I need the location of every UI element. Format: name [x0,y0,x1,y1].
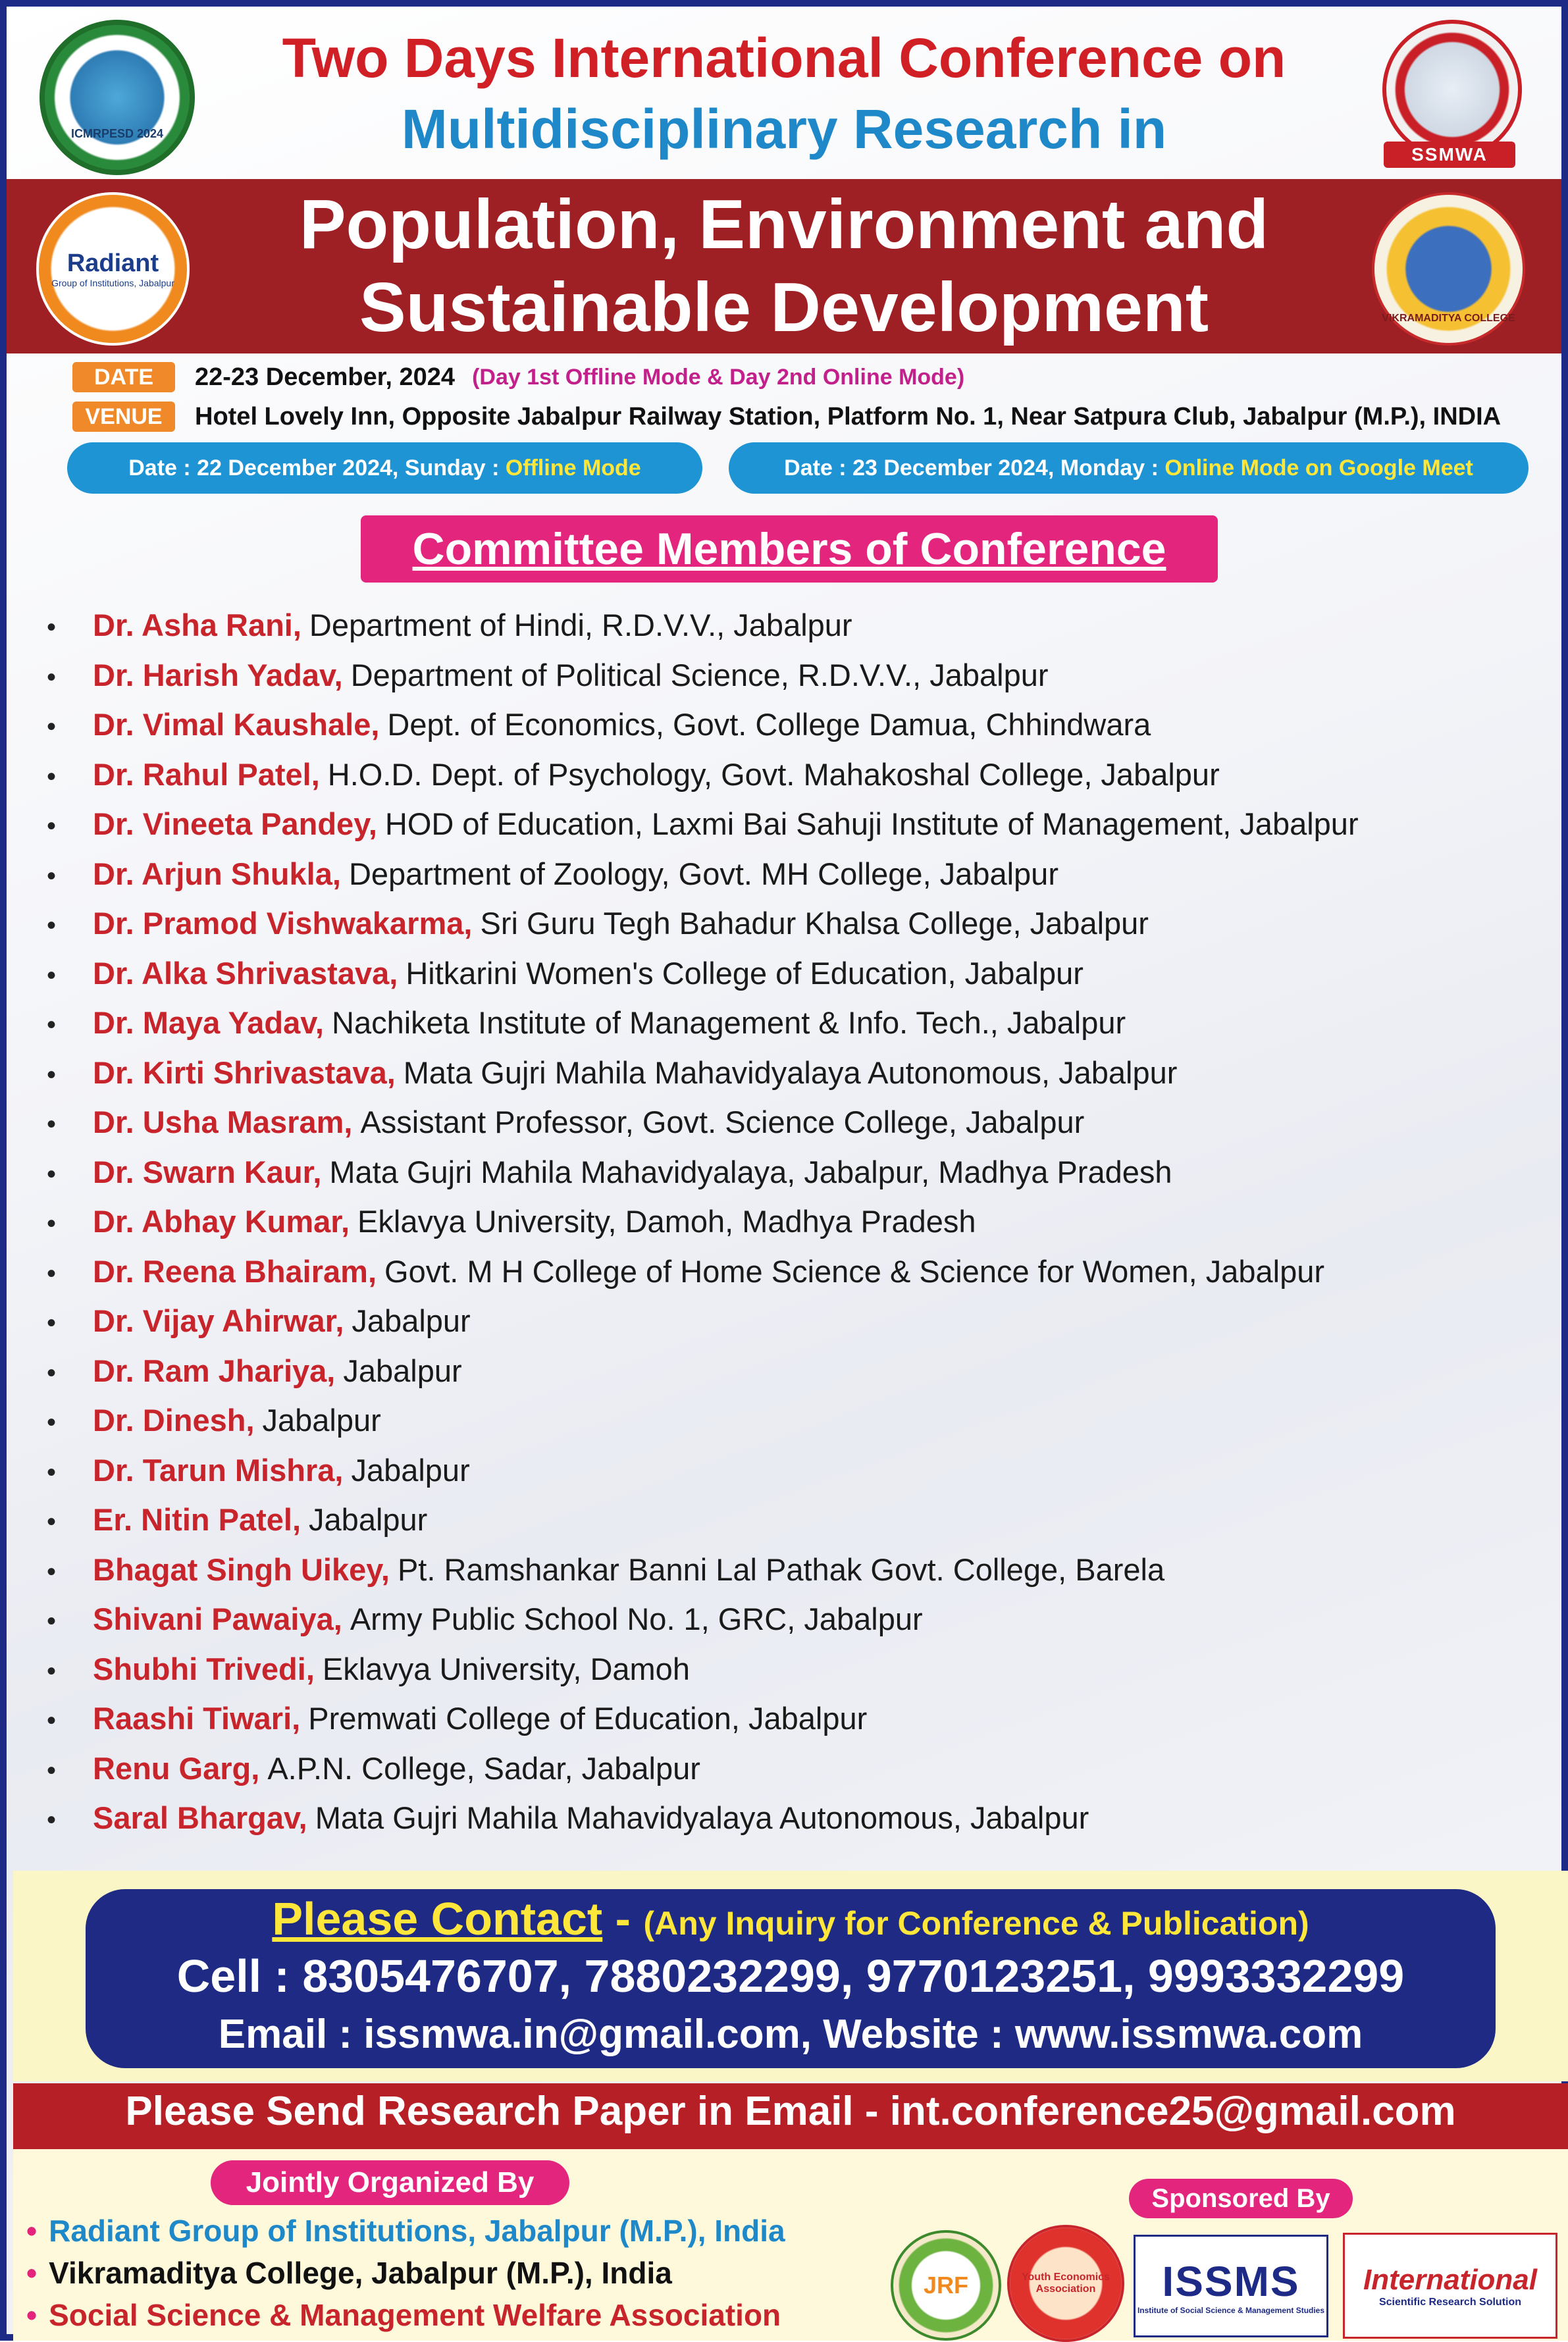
member-affiliation: Army Public School No. 1, GRC, Jabalpur [350,1601,923,1636]
jrf-logo: JRF [891,2230,1001,2341]
conference-title-line1: Two Days International Conference on [282,27,1286,89]
committee-member [43,799,1544,849]
committee-member [43,898,1544,949]
day2-mode: Online Mode on Google Meet [1164,455,1473,481]
committee-member [43,1395,1544,1445]
member-affiliation: Jabalpur [262,1403,381,1438]
member-name: Shivani Pawaiya, [93,1601,342,1636]
bullet-icon: • [47,1607,57,1636]
member-name: Renu Garg, [93,1750,260,1786]
member-name: Raashi Tiwari, [93,1701,301,1736]
member-name: Dr. Ram Jhariya, [93,1353,336,1388]
committee-member [43,1048,1544,1098]
bullet-icon: • [47,1457,57,1487]
committee-member [43,650,1544,700]
member-name: Dr. Tarun Mishra, [93,1452,344,1488]
member-name: Dr. Arjun Shukla, [93,856,341,891]
sponsored-by-label: Sponsored By [1129,2179,1353,2218]
member-affiliation: Hitkarini Women's College of Education, Jabalpur [405,955,1084,991]
bullet-icon: • [47,1507,57,1536]
bullet-icon: • [47,1557,57,1586]
member-affiliation: Premwati College of Education, Jabalpur [308,1701,868,1736]
bullet-icon: • [47,1209,57,1238]
venue-label: VENUE [72,402,175,432]
organizer-ssmwa: • Social Science & Management Welfare Association [26,2298,781,2332]
member-affiliation: Jabalpur [309,1502,428,1537]
contact-phone-numbers: Cell : 8305476707, 7880232299, 9770123251, 9993332299 [176,1950,1405,2002]
committee-member [43,1594,1544,1644]
bullet-icon: • [47,1656,57,1686]
committee-member [43,949,1544,999]
icmrpesd-logo: ICMRPESD 2024 [39,20,195,175]
member-name: Dr. Reena Bhairam, [93,1253,377,1289]
member-affiliation: Department of Zoology, Govt. MH College, Jabalpur [348,856,1058,891]
member-name: Bhagat Singh Uikey, [93,1551,390,1587]
bullet-icon: • [47,1060,57,1089]
bullet-icon: • [47,1159,57,1189]
member-affiliation: Mata Gujri Mahila Mahavidyalaya Autonomous, Jabalpur [315,1800,1089,1835]
member-name: Dr. Pramod Vishwakarma, [93,906,473,941]
contact-note: (Any Inquiry for Conference & Publication) [643,1905,1309,1942]
committee-member [43,1147,1544,1197]
member-name: Dr. Abhay Kumar, [93,1204,350,1239]
bullet-icon: • [47,1259,57,1288]
member-affiliation: Department of Political Science, R.D.V.V., Jabalpur [350,657,1049,692]
venue-value: Hotel Lovely Inn, Opposite Jabalpur Railway Station, Platform No. 1, Near Satpura Club, Jabalpur (M.P.), INDIA [195,402,1502,430]
member-affiliation: H.O.D. Dept. of Psychology, Govt. Mahakoshal College, Jabalpur [327,756,1220,792]
member-name: Dr. Alka Shrivastava, [93,955,398,991]
member-affiliation: Jabalpur [343,1353,462,1388]
radiant-logo: Radiant Group of Institutions, Jabalpur [36,192,190,346]
member-name: Dr. Asha Rani, [93,608,301,642]
contact-email-website: Email : issmwa.in@gmail.com, Website : www.issmwa.com [218,2012,1363,2057]
bullet-icon: • [47,960,57,990]
conference-title-line2: Multidisciplinary Research in [401,98,1167,160]
conference-theme [7,183,1561,349]
member-name: Dr. Kirti Shrivastava, [93,1054,396,1090]
jointly-organized-label: Jointly Organized By [211,2160,569,2205]
member-name: Er. Nitin Patel, [93,1502,301,1537]
member-affiliation: Jabalpur [352,1303,471,1338]
committee-member [43,1247,1544,1297]
member-name: Dr. Swarn Kaur, [93,1154,322,1189]
member-name: Shubhi Trivedi, [93,1651,315,1686]
bullet-icon: • [47,1756,57,1785]
member-affiliation: A.P.N. College, Sadar, Jabalpur [267,1750,700,1786]
committee-member [43,849,1544,899]
issms-logo: ISSMS Institute of Social Science & Management Studies [1134,2235,1328,2337]
date-label: DATE [72,362,175,392]
day2-pill: Date : 23 December 2024, Monday : Online Mode on Google Meet [729,442,1529,494]
member-affiliation: Nachiketa Institute of Management & Info. Tech., Jabalpur [332,1005,1126,1040]
committee-member [43,1744,1544,1794]
member-name: Dr. Dinesh, [93,1403,255,1438]
organizer-radiant: • Radiant Group of Institutions, Jabalpur (M.P.), India [26,2214,785,2248]
date-row [72,361,964,394]
committee-title: Committee Members of Conference [361,515,1218,583]
committee-member [43,750,1544,800]
conference-theme-line2: Sustainable Development [359,269,1209,346]
member-affiliation: Dept. of Economics, Govt. College Damua, Chhindwara [387,707,1151,742]
contact-heading: Please Contact - (Any Inquiry for Conference & Publication) [272,1893,1309,1944]
ssmwa-logo-banner: SSMWA [1384,142,1515,168]
member-name: Dr. Maya Yadav, [93,1005,324,1040]
member-affiliation: Department of Hindi, R.D.V.V., Jabalpur [309,608,852,642]
committee-member [43,1694,1544,1744]
committee-member [43,700,1544,750]
member-name: Dr. Vimal Kaushale, [93,707,380,742]
committee-member [43,1346,1544,1396]
member-affiliation: Govt. M H College of Home Science & Science for Women, Jabalpur [384,1253,1325,1289]
committee-member [43,1545,1544,1595]
member-affiliation: HOD of Education, Laxmi Bai Sahuji Institute of Management, Jabalpur [384,806,1359,841]
bullet-icon: • [47,1706,57,1735]
member-affiliation: Jabalpur [351,1452,470,1488]
bullet-icon: • [47,1408,57,1437]
bullet-icon: • [47,911,57,940]
bullet-icon: • [47,762,57,791]
send-paper-text: Please Send Research Paper in Email - int.conference25@gmail.com [125,2089,1456,2134]
committee-member [43,1296,1544,1346]
committee-member [43,1793,1544,1843]
youth-economics-association-logo: Youth Economics Association [1007,2225,1124,2342]
date-note: (Day 1st Offline Mode & Day 2nd Online Mode) [472,364,965,390]
bullet-icon: • [47,812,57,841]
member-name: Dr. Vijay Ahirwar, [93,1303,344,1338]
committee-member [43,1197,1544,1247]
committee-member [43,998,1544,1048]
bullet-icon: • [47,861,57,891]
bullet-icon: • [47,712,57,741]
member-name: Dr. Vineeta Pandey, [93,806,377,841]
member-name: Dr. Harish Yadav, [93,657,343,692]
bullet-icon: • [47,1309,57,1338]
organizer-vikramaditya: • Vikramaditya College, Jabalpur (M.P.), India [26,2256,672,2290]
member-affiliation: Mata Gujri Mahila Mahavidyalaya Autonomous, Jabalpur [403,1054,1178,1090]
conference-theme-line1: Population, Environment and [299,186,1269,263]
member-name: Dr. Usha Masram, [93,1105,353,1139]
committee-member [43,1495,1544,1545]
member-name: Dr. Rahul Patel, [93,756,320,792]
member-name: Saral Bhargav, [93,1800,307,1835]
committee-members-list [43,600,1544,1843]
member-affiliation: Eklavya University, Damoh, Madhya Pradesh [357,1204,976,1239]
member-affiliation: Sri Guru Tegh Bahadur Khalsa College, Jabalpur [480,906,1149,941]
bullet-icon: • [47,1358,57,1388]
bullet-icon: • [47,1110,57,1139]
vikramaditya-college-logo: VIKRAMADITYA COLLEGE [1372,192,1525,346]
committee-member [43,1097,1544,1147]
committee-member [43,1644,1544,1694]
bullet-icon: • [47,662,57,692]
venue-row [72,400,1501,433]
member-affiliation: Mata Gujri Mahila Mahavidyalaya, Jabalpur, Madhya Pradesh [329,1154,1172,1189]
member-affiliation: Eklavya University, Damoh [322,1651,690,1686]
member-affiliation: Assistant Professor, Govt. Science College, Jabalpur [360,1105,1085,1139]
date-value: 22-23 December, 2024 [195,363,456,391]
day1-pill: Date : 22 December 2024, Sunday : Offline Mode [67,442,702,494]
isrs-logo: International Scientific Research Solution [1343,2233,1557,2339]
committee-member [43,1445,1544,1496]
bullet-icon: • [47,613,57,642]
day1-mode: Offline Mode [505,455,641,481]
committee-member [43,600,1544,650]
member-affiliation: Pt. Ramshankar Banni Lal Pathak Govt. College, Barela [397,1551,1165,1587]
bullet-icon: • [47,1806,57,1835]
bullet-icon: • [47,1010,57,1039]
